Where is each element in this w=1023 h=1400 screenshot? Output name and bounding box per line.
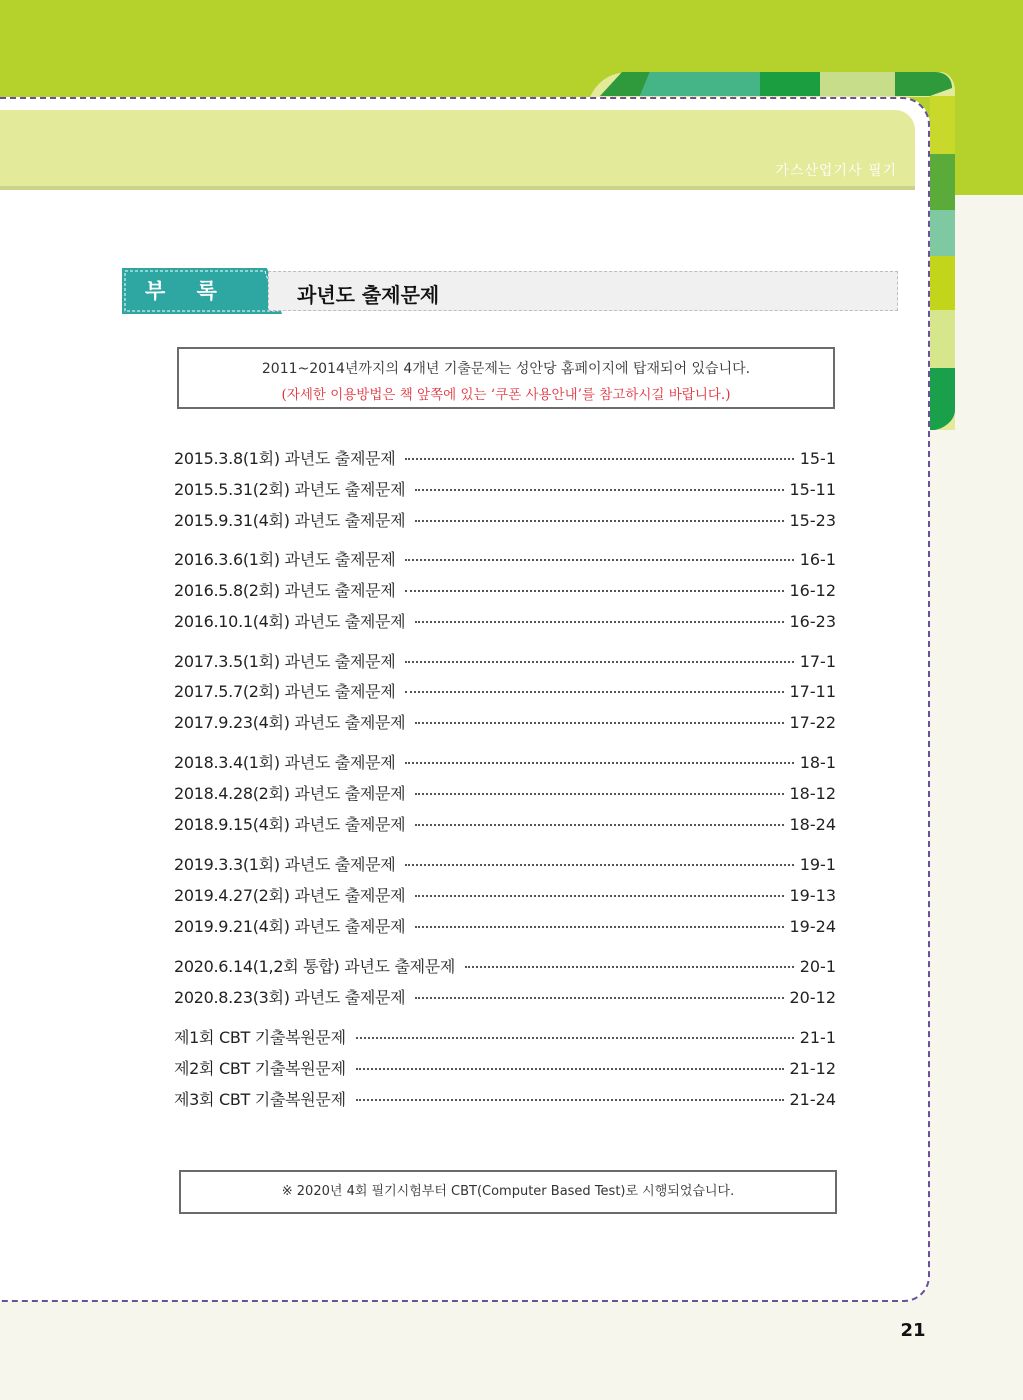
toc-entry-page: 16-12	[789, 581, 836, 600]
toc-leader-dots	[415, 824, 783, 826]
toc-entry-page: 19-24	[789, 917, 836, 936]
toc-entry-page: 18-1	[799, 753, 836, 772]
toc-entry-title: 제1회 CBT 기출복원문제	[174, 1028, 346, 1047]
toc-leader-dots	[415, 793, 783, 795]
toc-entry-page: 17-11	[789, 682, 836, 701]
toc-entry[interactable]	[174, 852, 836, 878]
toc-entry-title: 제2회 CBT 기출복원문제	[174, 1059, 346, 1078]
toc-entry[interactable]	[174, 679, 836, 705]
toc-leader-dots	[356, 1099, 784, 1101]
toc-entry-page: 17-1	[799, 652, 836, 671]
toc-entry[interactable]	[174, 1025, 836, 1051]
toc-entry[interactable]	[174, 477, 836, 503]
toc-leader-dots	[405, 864, 793, 866]
toc-entry-page: 21-24	[789, 1090, 836, 1109]
toc-entry-page: 19-13	[789, 886, 836, 905]
toc-entry[interactable]	[174, 1056, 836, 1082]
toc-entry[interactable]	[174, 914, 836, 940]
toc-entry[interactable]	[174, 750, 836, 776]
toc-leader-dots	[356, 1068, 784, 1070]
section-title: 과년도 출제문제	[297, 283, 440, 307]
header-strip-shadow	[0, 186, 915, 190]
toc-entry-title: 2016.10.1(4회) 과년도 출제문제	[174, 612, 406, 631]
toc-leader-dots	[415, 895, 783, 897]
toc-entry-page: 15-23	[789, 511, 836, 530]
notice-box	[177, 347, 835, 409]
toc-leader-dots	[405, 762, 793, 764]
toc-leader-dots	[405, 559, 793, 561]
toc-entry[interactable]	[174, 508, 836, 534]
toc-leader-dots	[415, 997, 783, 999]
toc-leader-dots	[415, 621, 783, 623]
toc-entry-page: 19-1	[799, 855, 836, 874]
toc-entry[interactable]	[174, 547, 836, 573]
toc-leader-dots	[415, 489, 783, 491]
appendix-label: 부 록	[145, 279, 229, 303]
toc-entry[interactable]	[174, 812, 836, 838]
toc-entry-page: 21-12	[789, 1059, 836, 1078]
toc-entry-title: 2017.3.5(1회) 과년도 출제문제	[174, 652, 396, 671]
toc-entry-title: 2015.5.31(2회) 과년도 출제문제	[174, 480, 406, 499]
toc-leader-dots	[405, 458, 793, 460]
footnote-box	[179, 1170, 837, 1214]
toc-leader-dots	[415, 926, 783, 928]
toc-entry[interactable]	[174, 883, 836, 909]
toc-entry-page: 21-1	[799, 1028, 836, 1047]
toc-entry[interactable]	[174, 609, 836, 635]
toc-entry[interactable]	[174, 985, 836, 1011]
toc-entry[interactable]	[174, 1087, 836, 1113]
toc-entry-title: 제3회 CBT 기출복원문제	[174, 1090, 346, 1109]
toc-entry-title: 2016.5.8(2회) 과년도 출제문제	[174, 581, 396, 600]
toc-entry[interactable]	[174, 649, 836, 675]
notice-subtext: (자세한 이용방법은 책 앞쪽에 있는 ‘쿠폰 사용안내’를 참고하시길 바랍니다.)	[281, 387, 731, 403]
toc-entry-title: 2015.9.31(4회) 과년도 출제문제	[174, 511, 406, 530]
toc-entry[interactable]	[174, 781, 836, 807]
toc-entry-title: 2020.6.14(1,2회 통합) 과년도 출제문제	[174, 957, 456, 976]
toc-entry[interactable]	[174, 710, 836, 736]
toc-leader-dots	[405, 661, 793, 663]
toc-leader-dots	[465, 966, 794, 968]
toc-entry-page: 18-24	[789, 815, 836, 834]
toc-entry-page: 17-22	[789, 713, 836, 732]
toc-entry-page: 18-12	[789, 784, 836, 803]
toc-entry-page: 20-12	[789, 988, 836, 1007]
toc-entry[interactable]	[174, 578, 836, 604]
toc-leader-dots	[415, 722, 783, 724]
toc-entry-title: 2018.4.28(2회) 과년도 출제문제	[174, 784, 406, 803]
toc-entry-title: 2017.9.23(4회) 과년도 출제문제	[174, 713, 406, 732]
toc-entry-page: 16-23	[789, 612, 836, 631]
toc-entry-page: 15-11	[789, 480, 836, 499]
notice-text: 2011~2014년까지의 4개년 기출문제는 성안당 홈페이지에 탑재되어 있습니다.	[261, 361, 751, 377]
page-number: 21	[900, 1320, 926, 1341]
toc-leader-dots	[405, 590, 783, 592]
toc-entry-title: 2019.9.21(4회) 과년도 출제문제	[174, 917, 406, 936]
toc-leader-dots	[356, 1037, 794, 1039]
toc-entry-page: 20-1	[799, 957, 836, 976]
toc-entry-page: 15-1	[799, 449, 836, 468]
toc-entry-title: 2017.5.7(2회) 과년도 출제문제	[174, 682, 396, 701]
toc-entry-title: 2019.3.3(1회) 과년도 출제문제	[174, 855, 396, 874]
toc-leader-dots	[405, 691, 783, 693]
toc-entry-title: 2019.4.27(2회) 과년도 출제문제	[174, 886, 406, 905]
footnote-text: ※ 2020년 4회 필기시험부터 CBT(Computer Based Test)로 시행되었습니다.	[281, 1184, 735, 1199]
book-title: 가스산업기사 필기	[775, 163, 897, 179]
toc-entry-title: 2015.3.8(1회) 과년도 출제문제	[174, 449, 396, 468]
toc-entry-title: 2018.3.4(1회) 과년도 출제문제	[174, 753, 396, 772]
toc-entry-title: 2020.8.23(3회) 과년도 출제문제	[174, 988, 406, 1007]
toc-leader-dots	[415, 520, 783, 522]
toc-entry-title: 2018.9.15(4회) 과년도 출제문제	[174, 815, 406, 834]
toc-entry[interactable]	[174, 446, 836, 472]
toc-entry[interactable]	[174, 954, 836, 980]
toc-entry-page: 16-1	[799, 550, 836, 569]
toc-entry-title: 2016.3.6(1회) 과년도 출제문제	[174, 550, 396, 569]
